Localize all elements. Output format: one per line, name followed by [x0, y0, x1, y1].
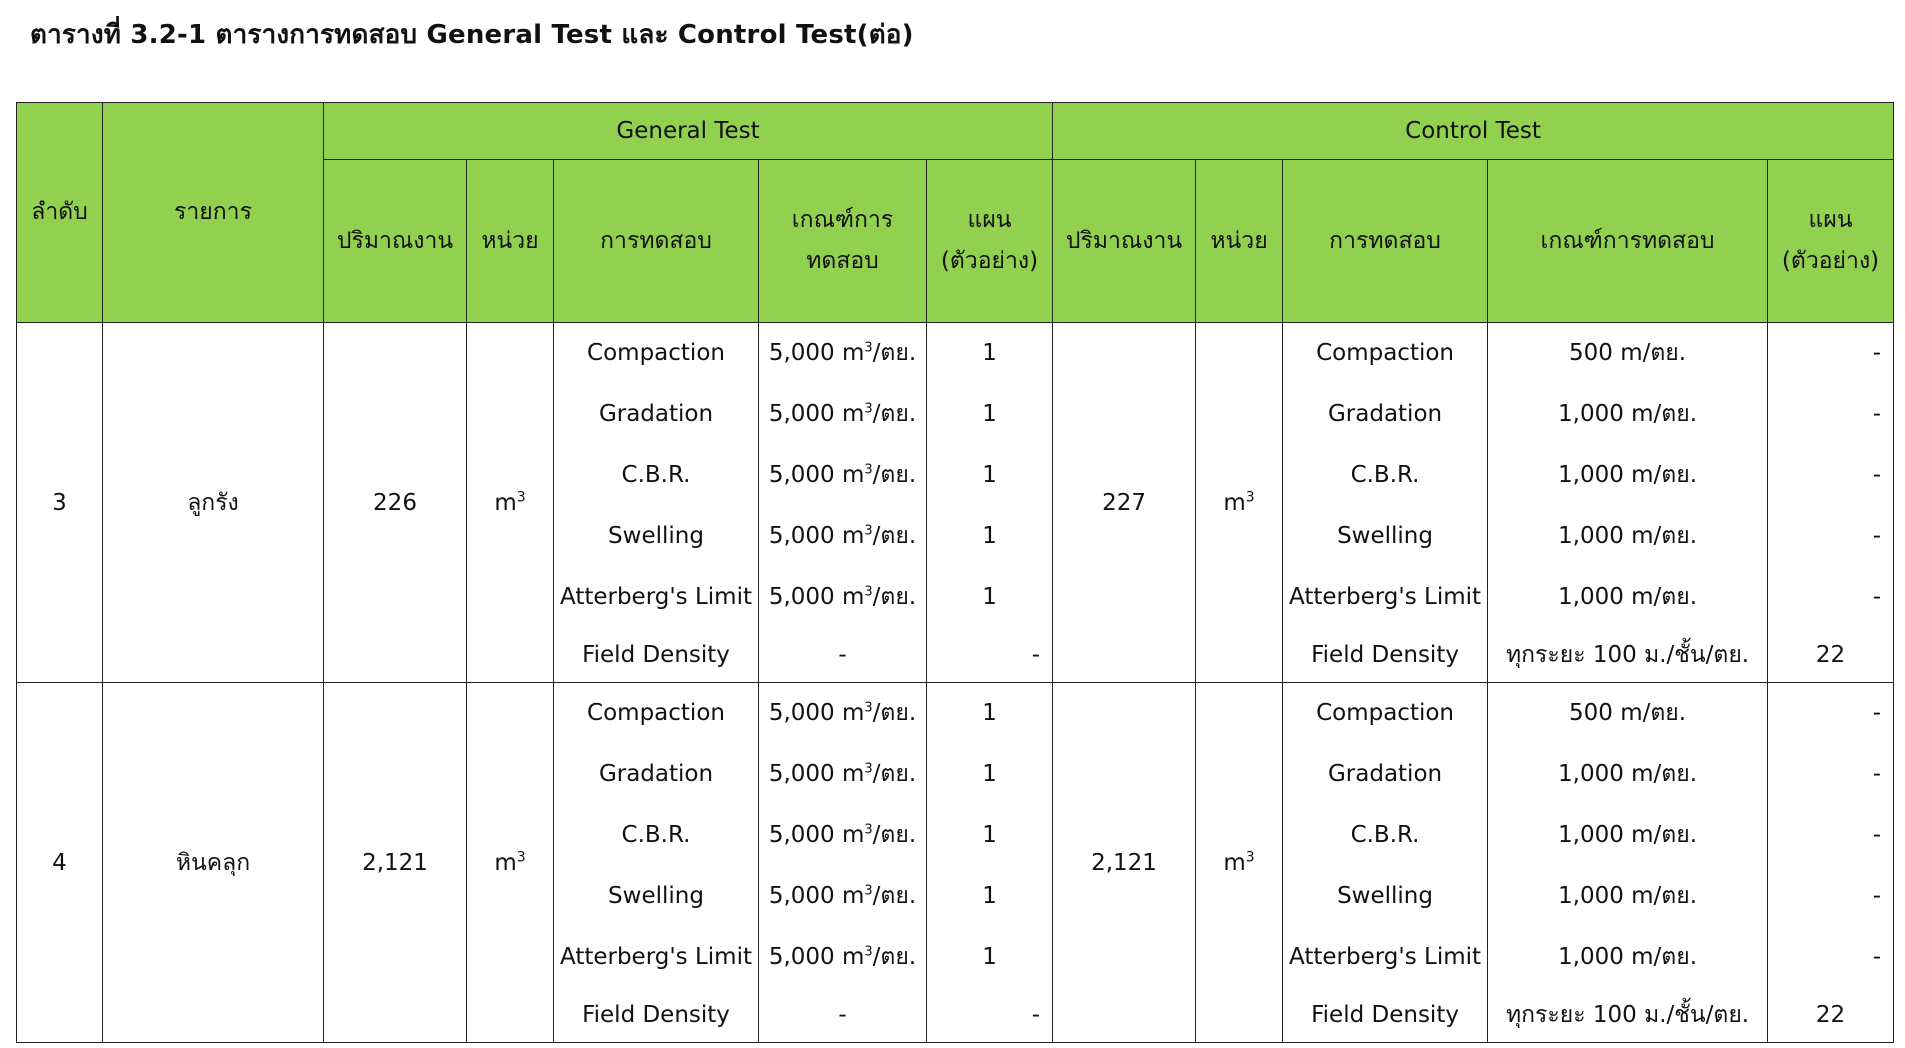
cell-value: 22 [1815, 642, 1846, 668]
cell-value: 1,000 m/ตย. [1558, 822, 1698, 848]
cell-value: 500 m/ตย. [1568, 340, 1687, 366]
general-tests [554, 683, 759, 1043]
cell-value: Swelling [1337, 883, 1433, 909]
list-item [927, 384, 1052, 445]
cell-value: Compaction [587, 340, 725, 366]
header-control-criteria: เกณฑ์การทดสอบ [1488, 160, 1768, 323]
criteria-value: 5,000 m [768, 700, 865, 726]
table-body [17, 323, 1894, 1043]
list-item [1283, 567, 1487, 628]
header-general-samples [927, 160, 1053, 323]
cell-value: Swelling [608, 883, 704, 909]
criteria-power: 3 [864, 523, 873, 539]
general-quantity [324, 323, 467, 683]
list-item [1768, 628, 1893, 682]
list-item [927, 628, 1052, 682]
list-item [554, 567, 758, 628]
table-header [17, 103, 1894, 323]
list-item [1488, 323, 1767, 384]
general-criteria [759, 323, 927, 683]
list-item [1488, 927, 1767, 988]
control-quantity [1053, 683, 1196, 1043]
list-item [1488, 628, 1767, 682]
table-row [17, 683, 1894, 1043]
list-item [759, 628, 926, 682]
criteria-value: 5,000 m [768, 761, 865, 787]
list-item [1768, 805, 1893, 866]
control-quantity [1053, 323, 1196, 683]
row-no-text: 4 [52, 849, 67, 876]
general-tests-list [554, 683, 758, 1042]
cell-value: - [1872, 584, 1882, 610]
criteria-suffix: /ตย. [872, 401, 917, 427]
general-criteria-list [759, 323, 926, 682]
control-tests [1283, 683, 1488, 1043]
cell-value: - [1872, 401, 1882, 427]
list-item [554, 506, 758, 567]
list-item [1488, 567, 1767, 628]
general-unit [467, 683, 554, 1043]
list-item [927, 323, 1052, 384]
criteria-suffix: /ตย. [872, 700, 917, 726]
cell-value: Atterberg's Limit [559, 584, 752, 610]
cell-value: Swelling [1337, 523, 1433, 549]
table-row [17, 323, 1894, 683]
list-item [1283, 506, 1487, 567]
unit-power: 3 [1245, 848, 1255, 865]
control-quantity-text: 2,121 [1091, 849, 1157, 876]
list-item [1768, 866, 1893, 927]
list-item [554, 323, 758, 384]
cell-value: - [1872, 822, 1882, 848]
general-quantity [324, 683, 467, 1043]
general-quantity-text: 226 [373, 489, 417, 516]
list-item [1768, 988, 1893, 1042]
header-general-samples-text: แผน (ตัวอย่าง) [940, 207, 1039, 274]
cell-value: ทุกระยะ 100 ม./ชั้น/ตย. [1505, 1002, 1750, 1028]
criteria-value: - [838, 1002, 847, 1028]
cell-value: 500 m/ตย. [1568, 700, 1687, 726]
control-criteria-list [1488, 683, 1767, 1042]
cell-value: - [1031, 642, 1041, 668]
control-criteria [1488, 683, 1768, 1043]
cell-value: Field Density [1311, 642, 1459, 668]
header-general-criteria [759, 160, 927, 323]
cell-value: C.B.R. [621, 822, 691, 848]
cell-value: 1 [982, 584, 997, 610]
list-item [759, 384, 926, 445]
header-general-quantity: ปริมาณงาน [324, 160, 467, 323]
list-item [1283, 927, 1487, 988]
list-item [1283, 988, 1487, 1042]
cell-value: 22 [1815, 1002, 1846, 1028]
cell-value: 1 [982, 401, 997, 427]
list-item [927, 988, 1052, 1042]
criteria-suffix: /ตย. [872, 761, 917, 787]
list-item [1488, 744, 1767, 805]
cell-value: Field Density [582, 1002, 730, 1028]
list-item [1283, 866, 1487, 927]
list-item [554, 866, 758, 927]
test-table [16, 102, 1894, 1043]
row-no [17, 323, 103, 683]
cell-value: Atterberg's Limit [559, 944, 752, 970]
cell-value: - [1872, 340, 1882, 366]
general-samples-list [927, 323, 1052, 682]
cell-value: 1 [982, 523, 997, 549]
cell-value: - [1872, 883, 1882, 909]
control-tests [1283, 323, 1488, 683]
header-control-test: Control Test [1053, 103, 1894, 160]
list-item [554, 927, 758, 988]
list-item [927, 506, 1052, 567]
header-general-test-name: การทดสอบ [554, 160, 759, 323]
list-item [1283, 323, 1487, 384]
control-tests-list [1283, 323, 1487, 682]
general-samples [927, 683, 1053, 1043]
general-samples-list [927, 683, 1052, 1042]
control-unit [1196, 683, 1283, 1043]
unit-base: m [1223, 849, 1246, 876]
cell-value: 1,000 m/ตย. [1558, 523, 1698, 549]
list-item [927, 744, 1052, 805]
unit-base: m [494, 489, 517, 516]
list-item [1283, 445, 1487, 506]
cell-value: 1 [982, 944, 997, 970]
list-item [759, 567, 926, 628]
cell-value: 1,000 m/ตย. [1558, 761, 1698, 787]
list-item [759, 506, 926, 567]
list-item [554, 805, 758, 866]
unit-base: m [1223, 489, 1246, 516]
criteria-value: - [838, 642, 847, 668]
cell-value: C.B.R. [1350, 462, 1420, 488]
cell-value: Gradation [598, 401, 714, 427]
list-item [1488, 988, 1767, 1042]
cell-value: Compaction [587, 700, 725, 726]
list-item [1768, 384, 1893, 445]
control-samples [1768, 323, 1894, 683]
criteria-value: 5,000 m [768, 401, 865, 427]
list-item [1488, 866, 1767, 927]
criteria-value: 5,000 m [768, 822, 865, 848]
row-no-text: 3 [52, 489, 67, 516]
cell-value: 1 [982, 761, 997, 787]
list-item [927, 445, 1052, 506]
cell-value: - [1872, 944, 1882, 970]
cell-value: 1 [982, 822, 997, 848]
cell-value: 1,000 m/ตย. [1558, 584, 1698, 610]
criteria-power: 3 [864, 700, 873, 716]
list-item [927, 805, 1052, 866]
criteria-power: 3 [864, 883, 873, 899]
list-item [759, 683, 926, 744]
control-samples [1768, 683, 1894, 1043]
criteria-suffix: /ตย. [872, 584, 917, 610]
cell-value: Compaction [1316, 340, 1454, 366]
header-control-unit: หน่วย [1196, 160, 1283, 323]
row-item [103, 323, 324, 683]
list-item [759, 323, 926, 384]
table-caption: ตารางที่ 3.2-1 ตารางการทดสอบ General Test และ Control Test(ต่อ) [30, 20, 914, 50]
cell-value: ทุกระยะ 100 ม./ชั้น/ตย. [1505, 642, 1750, 668]
criteria-value: 5,000 m [768, 523, 865, 549]
header-control-samples [1768, 160, 1894, 323]
list-item [759, 744, 926, 805]
criteria-suffix: /ตย. [872, 822, 917, 848]
list-item [759, 445, 926, 506]
list-item [1488, 683, 1767, 744]
cell-value: - [1031, 1002, 1041, 1028]
criteria-power: 3 [864, 401, 873, 417]
criteria-value: 5,000 m [768, 883, 865, 909]
general-tests-list [554, 323, 758, 682]
list-item [927, 567, 1052, 628]
list-item [554, 988, 758, 1042]
cell-value: Atterberg's Limit [1289, 944, 1482, 970]
list-item [1283, 683, 1487, 744]
unit-power: 3 [516, 848, 526, 865]
cell-value: 1,000 m/ตย. [1558, 401, 1698, 427]
cell-value: 1,000 m/ตย. [1558, 944, 1698, 970]
list-item [759, 805, 926, 866]
header-general-unit: หน่วย [467, 160, 554, 323]
cell-value: - [1872, 761, 1882, 787]
criteria-value: 5,000 m [768, 944, 865, 970]
cell-value: 1,000 m/ตย. [1558, 462, 1698, 488]
unit-power: 3 [516, 488, 526, 505]
cell-value: Gradation [1327, 401, 1443, 427]
header-item: รายการ [103, 103, 324, 323]
list-item [554, 384, 758, 445]
list-item [1768, 506, 1893, 567]
list-item [1488, 805, 1767, 866]
cell-value: - [1872, 700, 1882, 726]
general-criteria-list [759, 683, 926, 1042]
criteria-suffix: /ตย. [872, 462, 917, 488]
cell-value: C.B.R. [1350, 822, 1420, 848]
control-criteria-list [1488, 323, 1767, 682]
criteria-power: 3 [864, 944, 873, 960]
list-item [1768, 683, 1893, 744]
cell-value: Swelling [608, 523, 704, 549]
list-item [1283, 744, 1487, 805]
criteria-value: 5,000 m [768, 340, 865, 366]
cell-value: - [1872, 523, 1882, 549]
list-item [554, 445, 758, 506]
list-item [1768, 744, 1893, 805]
criteria-value: 5,000 m [768, 462, 865, 488]
list-item [1768, 445, 1893, 506]
list-item [1488, 445, 1767, 506]
criteria-power: 3 [864, 462, 873, 478]
control-unit [1196, 323, 1283, 683]
unit-power: 3 [1245, 488, 1255, 505]
general-samples [927, 323, 1053, 683]
criteria-power: 3 [864, 822, 873, 838]
list-item [1283, 805, 1487, 866]
list-item [554, 744, 758, 805]
cell-value: Compaction [1316, 700, 1454, 726]
row-item-text: หินคลุก [175, 849, 251, 876]
criteria-power: 3 [864, 340, 873, 356]
criteria-power: 3 [864, 761, 873, 777]
list-item [1768, 567, 1893, 628]
list-item [927, 683, 1052, 744]
cell-value: 1,000 m/ตย. [1558, 883, 1698, 909]
list-item [554, 628, 758, 682]
row-item-text: ลูกรัง [187, 489, 239, 516]
control-criteria [1488, 323, 1768, 683]
unit-base: m [494, 849, 517, 876]
control-samples-list [1768, 683, 1893, 1042]
list-item [927, 866, 1052, 927]
list-item [1488, 506, 1767, 567]
list-item [1283, 628, 1487, 682]
header-general-test: General Test [324, 103, 1053, 160]
cell-value: C.B.R. [621, 462, 691, 488]
header-general-criteria-text: เกณฑ์การทดสอบ [791, 207, 894, 274]
cell-value: - [1872, 462, 1882, 488]
cell-value: Atterberg's Limit [1289, 584, 1482, 610]
cell-value: 1 [982, 462, 997, 488]
control-quantity-text: 227 [1102, 489, 1146, 516]
row-no [17, 683, 103, 1043]
list-item [1283, 384, 1487, 445]
cell-value: Gradation [1327, 761, 1443, 787]
general-tests [554, 323, 759, 683]
cell-value: Field Density [582, 642, 730, 668]
list-item [759, 927, 926, 988]
row-item [103, 683, 324, 1043]
general-quantity-text: 2,121 [362, 849, 428, 876]
criteria-suffix: /ตย. [872, 883, 917, 909]
control-tests-list [1283, 683, 1487, 1042]
list-item [1768, 927, 1893, 988]
cell-value: 1 [982, 700, 997, 726]
cell-value: Gradation [598, 761, 714, 787]
header-control-test-name: การทดสอบ [1283, 160, 1488, 323]
list-item [927, 927, 1052, 988]
criteria-power: 3 [864, 584, 873, 600]
criteria-value: 5,000 m [768, 584, 865, 610]
cell-value: 1 [982, 340, 997, 366]
general-criteria [759, 683, 927, 1043]
list-item [759, 866, 926, 927]
general-unit [467, 323, 554, 683]
header-control-quantity: ปริมาณงาน [1053, 160, 1196, 323]
header-control-samples-text: แผน (ตัวอย่าง) [1781, 207, 1880, 274]
list-item [1768, 323, 1893, 384]
list-item [759, 988, 926, 1042]
cell-value: 1 [982, 883, 997, 909]
criteria-suffix: /ตย. [872, 523, 917, 549]
criteria-suffix: /ตย. [872, 340, 917, 366]
list-item [1488, 384, 1767, 445]
criteria-suffix: /ตย. [872, 944, 917, 970]
cell-value: Field Density [1311, 1002, 1459, 1028]
header-no: ลำดับ [17, 103, 103, 323]
control-samples-list [1768, 323, 1893, 682]
list-item [554, 683, 758, 744]
